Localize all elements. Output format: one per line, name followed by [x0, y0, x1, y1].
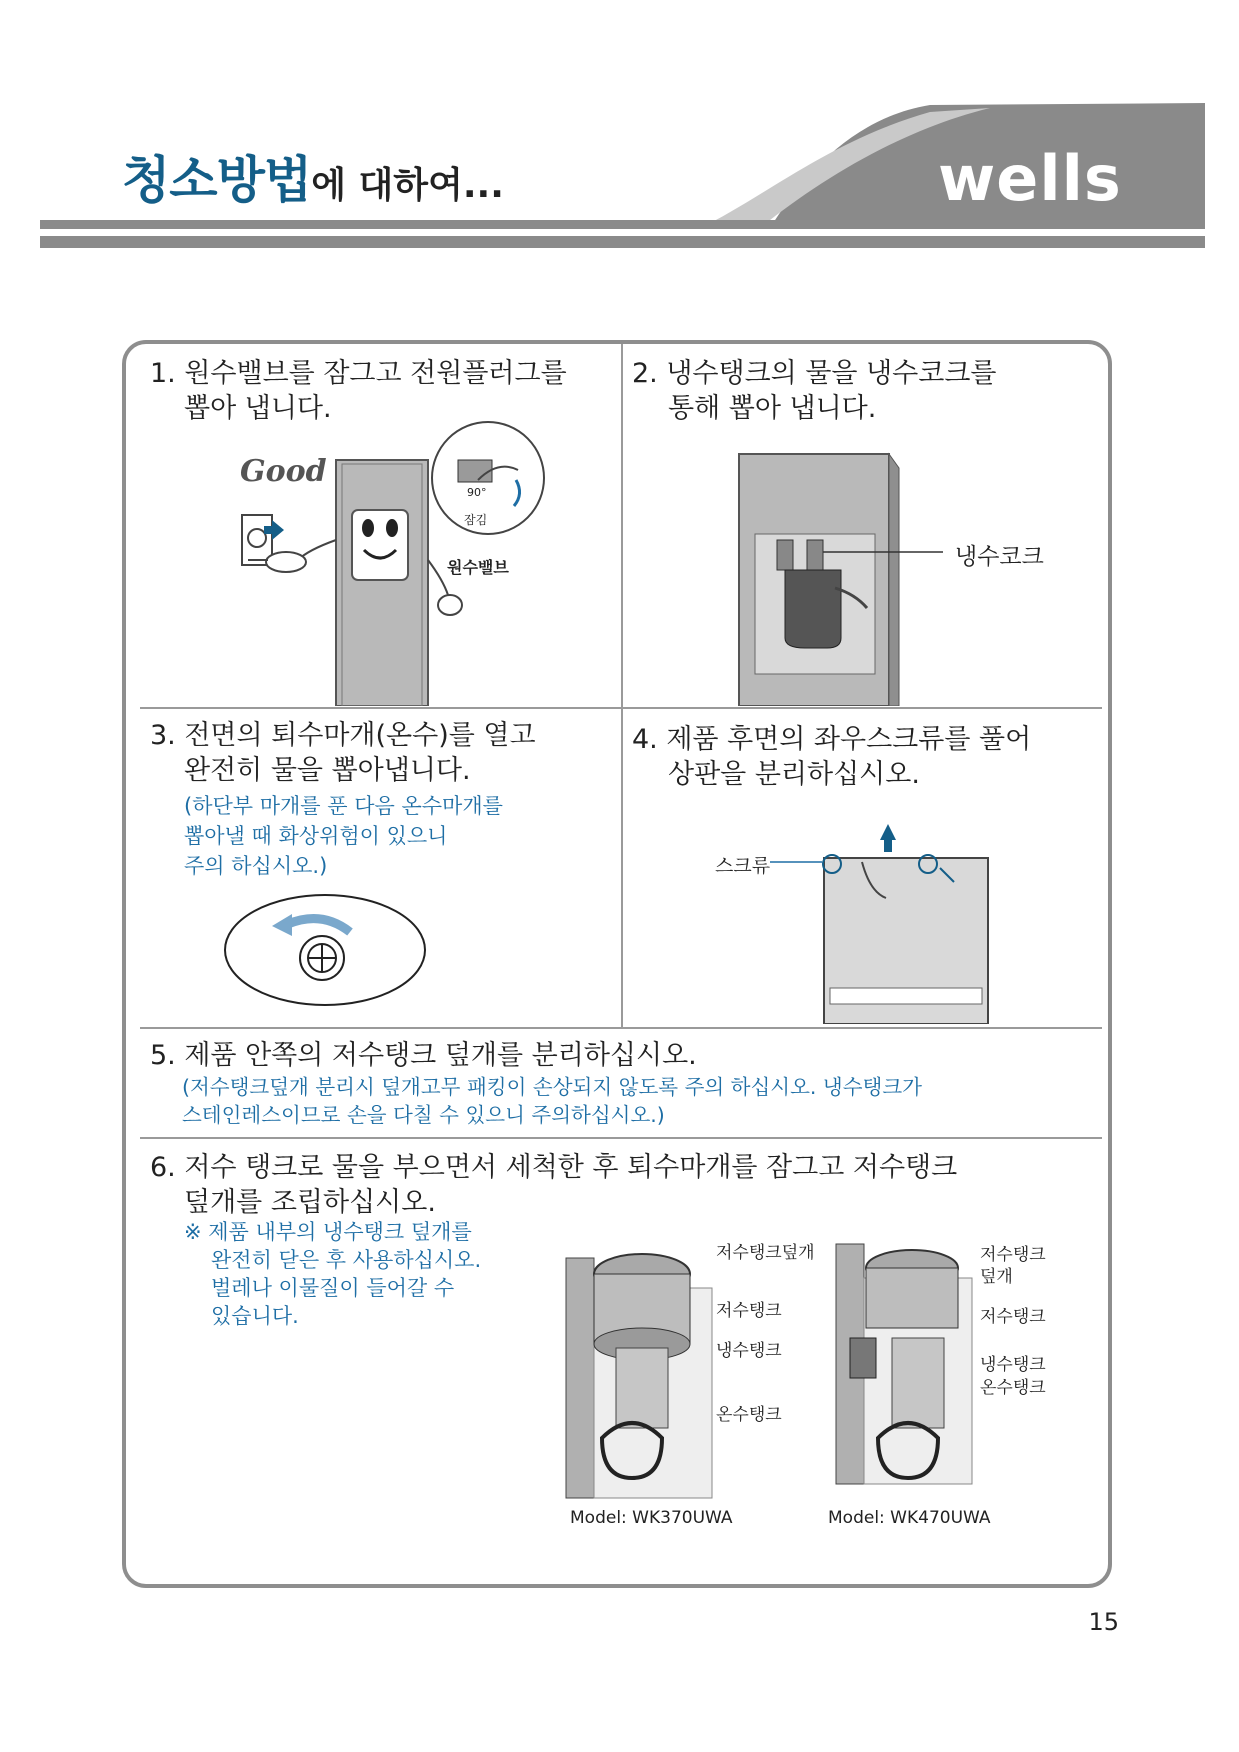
model-b-cover-label-2: 덮개: [980, 1267, 1013, 1287]
page-title: [122, 140, 504, 212]
model-b-hot-label: 온수탱크: [980, 1378, 1046, 1398]
brand-logo: wells: [938, 142, 1122, 215]
page-title-bold: 청소방법: [122, 151, 312, 209]
model-a-hot-label: 온수탱크: [716, 1405, 782, 1425]
step-6-note1: ※ 제품 내부의 냉수탱크 덮개를: [184, 1220, 472, 1244]
divider-vertical: [621, 344, 623, 1029]
step-2-illustration: [735, 448, 1055, 706]
step-3-line1: 3. 전면의 퇴수마개(온수)를 열고: [150, 720, 536, 751]
step-4-line1: 4. 제품 후면의 좌우스크류를 풀어: [632, 724, 1032, 755]
step-6-line2: 덮개를 조립하십시오.: [184, 1187, 436, 1218]
model-a-cover-label: 저수탱크덮개: [716, 1243, 815, 1263]
good-label: Good: [240, 454, 327, 489]
angle-label: 90°: [467, 486, 487, 499]
step-1-line1: 1. 원수밸브를 잠그고 전원플러그를: [150, 358, 567, 389]
step-6-note4: 있습니다.: [211, 1304, 299, 1328]
step-3-note3: 주의 하십시오.): [184, 854, 328, 878]
step-3-line2: 완전히 물을 뽑아냅니다.: [184, 755, 471, 786]
model-a-illustration: [562, 1238, 722, 1500]
cock-label: 냉수코크: [955, 544, 1044, 570]
model-b-storage-label: 저수탱크: [980, 1307, 1046, 1327]
step-3-illustration: [222, 892, 428, 1008]
step-4-line2: 상판을 분리하십시오.: [668, 759, 920, 790]
step-1-line2: 뽑아 냅니다.: [184, 393, 332, 424]
step-6-line1: 6. 저수 탱크로 물을 부으면서 세척한 후 퇴수마개를 잠그고 저수탱크: [150, 1152, 958, 1183]
step-5-line1: 5. 제품 안쪽의 저수탱크 덮개를 분리하십시오.: [150, 1040, 697, 1071]
model-a-storage-label: 저수탱크: [716, 1301, 782, 1321]
step-6-note2: 완전히 닫은 후 사용하십시오.: [211, 1248, 482, 1272]
valve-label: 원수밸브: [447, 558, 509, 577]
page-number: 15: [1088, 1608, 1119, 1636]
model-a-cold-label: 냉수탱크: [716, 1341, 782, 1361]
model-a-name: Model: WK370UWA: [570, 1508, 733, 1528]
model-b-cold-label: 냉수탱크: [980, 1355, 1046, 1375]
step-5-note2: 스테인레스이므로 손을 다칠 수 있으니 주의하십시오.): [182, 1103, 665, 1127]
close-label: 잠김: [464, 513, 488, 527]
model-b-illustration: [832, 1238, 982, 1500]
step-5-note1: (저수탱크덮개 분리시 덮개고무 패킹이 손상되지 않도록 주의 하십시오. 냉수탱크가: [182, 1075, 922, 1099]
screw-label: 스크류: [715, 855, 771, 877]
step-3-note1: (하단부 마개를 푼 다음 온수마개를: [184, 794, 503, 818]
step-2-line2: 통해 뽑아 냅니다.: [668, 393, 877, 424]
header-band-graphic: [0, 0, 1239, 260]
step-6-note3: 벌레나 이물질이 들어갈 수: [211, 1276, 455, 1300]
step-4-illustration: [770, 812, 1000, 1024]
divider-row3: [140, 1137, 1102, 1139]
step-2-line1: 2. 냉수탱크의 물을 냉수코크를: [632, 358, 997, 389]
page-title-rest: 에 대하여...: [311, 165, 504, 206]
model-b-name: Model: WK470UWA: [828, 1508, 991, 1528]
step-3-note2: 뽑아낼 때 화상위험이 있으니: [184, 824, 448, 848]
model-b-cover-label-1: 저수탱크: [980, 1245, 1046, 1265]
